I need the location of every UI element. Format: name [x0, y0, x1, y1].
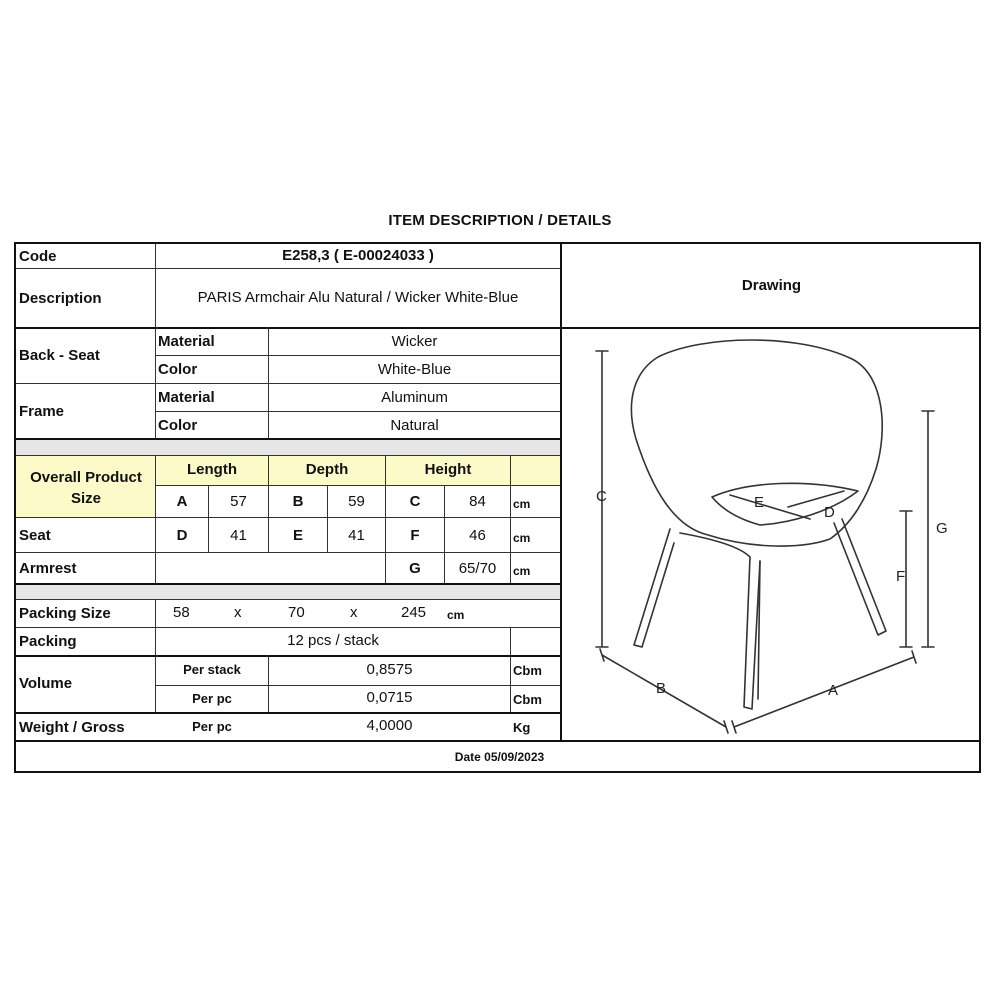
dim-f-value: 46 [469, 527, 486, 544]
dim-b-value: 59 [348, 493, 365, 510]
back-seat-material-label: Material [158, 333, 215, 350]
volume-per-pc-label: Per pc [192, 691, 232, 706]
description-label: Description [19, 290, 102, 307]
spec-sheet [14, 242, 981, 773]
weight-value: 4,0000 [366, 717, 413, 734]
drawing-letter-g: G [936, 520, 948, 537]
drawing-letter-f: F [896, 568, 906, 585]
overall-unit: cm [513, 497, 531, 511]
dim-a-letter: A [176, 493, 188, 510]
seat-depth-arrow [730, 495, 810, 519]
code-value: E258,3 ( E-00024033 ) [282, 247, 434, 264]
dimension-a-line [732, 651, 916, 733]
back-seat-color-label: Color [158, 361, 198, 378]
volume-label: Volume [19, 675, 73, 692]
front-leg-left [680, 533, 760, 709]
volume-per-stack-value: 0,8575 [366, 661, 413, 678]
drawing-letter-c: C [596, 488, 607, 505]
volume-per-stack-unit: Cbm [513, 663, 542, 678]
packing-label: Packing [19, 633, 77, 650]
date-footer: Date 05/09/2023 [454, 750, 545, 764]
length-header: Length [187, 461, 237, 478]
back-leg-right [834, 519, 886, 635]
dim-d-value: 41 [230, 527, 247, 544]
dim-e-letter: E [292, 527, 303, 544]
dim-a-value: 57 [230, 493, 247, 510]
page-title: ITEM DESCRIPTION / DETAILS [388, 212, 612, 229]
packing-size-height: 245 [401, 604, 427, 621]
separator-band [16, 584, 560, 599]
height-header: Height [424, 461, 472, 478]
packing-size-label: Packing Size [19, 605, 111, 622]
back-seat-color: White-Blue [377, 361, 452, 378]
back-leg-left [634, 529, 674, 647]
code-label: Code [19, 248, 57, 265]
volume-per-pc-unit: Cbm [513, 692, 542, 707]
frame-color: Natural [390, 417, 439, 434]
separator-band [16, 439, 560, 455]
back-seat-material: Wicker [391, 333, 438, 350]
armrest-unit: cm [513, 564, 531, 578]
weight-label: Weight / Gross [19, 719, 125, 736]
seat-unit: cm [513, 531, 531, 545]
dim-c-letter: C [409, 493, 421, 510]
frame-material: Aluminum [381, 389, 448, 406]
packing-size-x2: x [350, 604, 358, 621]
depth-header: Depth [305, 461, 349, 478]
volume-per-pc-value: 0,0715 [366, 689, 413, 706]
drawing-label: Drawing [741, 277, 802, 294]
drawing-letter-d: D [824, 504, 835, 521]
packing-size-x1: x [234, 604, 242, 621]
chair-drawing [562, 329, 981, 739]
seat-label: Seat [19, 527, 51, 544]
overall-product-size-label: Overall Product Size [30, 469, 142, 507]
seat-opening [712, 483, 858, 525]
packing-size-length: 58 [173, 604, 190, 621]
dimension-g-line [922, 411, 934, 647]
description-value: PARIS Armchair Alu Natural / Wicker White-Blue [197, 289, 519, 306]
dim-f-letter: F [410, 527, 420, 544]
volume-per-stack-label: Per stack [183, 662, 241, 677]
dim-e-value: 41 [348, 527, 365, 544]
armrest-label: Armrest [19, 560, 77, 577]
dim-d-letter: D [176, 527, 188, 544]
back-seat-label: Back - Seat [19, 347, 100, 364]
weight-per-pc-label: Per pc [192, 719, 232, 734]
dim-g-value: 65/70 [458, 560, 497, 577]
drawing-letter-a: A [828, 682, 839, 699]
dim-g-letter: G [409, 560, 421, 577]
dim-c-value: 84 [469, 493, 486, 510]
packing-value: 12 pcs / stack [287, 632, 379, 649]
frame-material-label: Material [158, 389, 215, 406]
weight-unit: Kg [513, 720, 531, 735]
dim-b-letter: B [292, 493, 304, 510]
chair-shell [631, 340, 882, 546]
frame-color-label: Color [158, 417, 198, 434]
packing-size-unit: cm [447, 608, 465, 622]
frame-label: Frame [19, 403, 65, 420]
packing-size-width: 70 [288, 604, 305, 621]
drawing-letter-e: E [754, 494, 765, 511]
drawing-letter-b: B [656, 680, 667, 697]
